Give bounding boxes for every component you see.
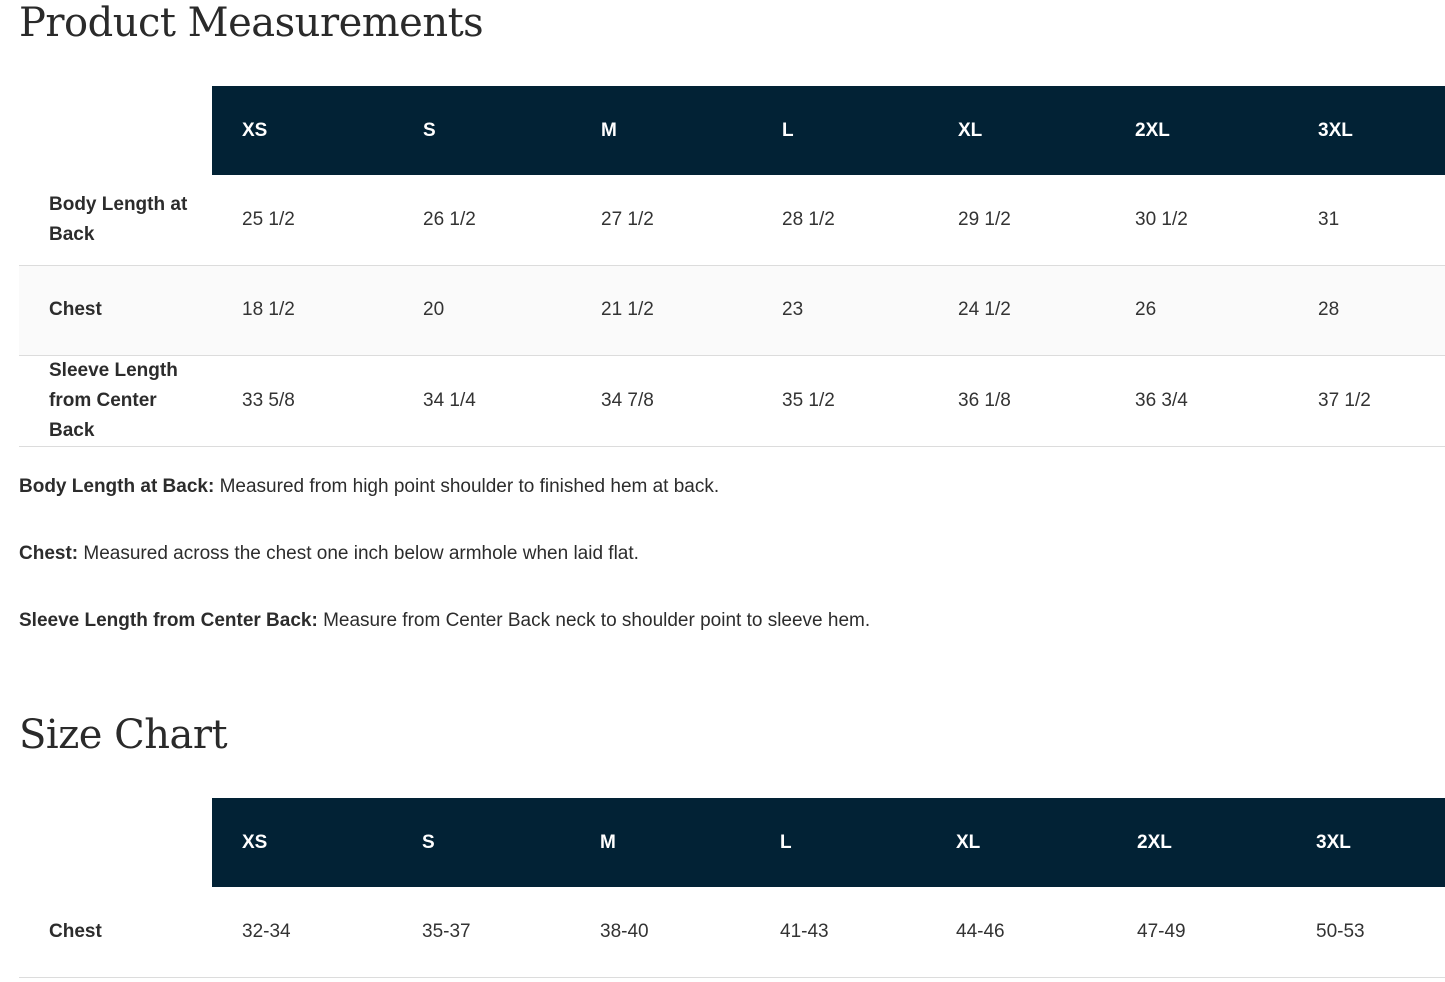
cell-body-length-s: 26 1/2: [423, 208, 476, 230]
note-term: Body Length at Back:: [19, 476, 215, 497]
cell-chest-xl: 24 1/2: [958, 299, 1011, 320]
table-row-chest: [19, 265, 1445, 355]
size-header-xl: XL: [928, 86, 1105, 175]
size-header-row: [19, 798, 1445, 887]
size-header-xs: XS: [212, 86, 393, 175]
cell-body-length-2xl: 30 1/2: [1135, 208, 1188, 230]
cell-body-length-3xl: 31: [1318, 208, 1340, 230]
size-chart-table: [19, 798, 1445, 978]
size-header-l: L: [750, 798, 926, 887]
cell-chest-2xl: 26: [1135, 299, 1157, 320]
row-label-body-length: Body Length at Back: [49, 193, 188, 245]
cell-body-length-m: 27 1/2: [601, 208, 654, 230]
note-text: Measured across the chest one inch below armhole when laid flat.: [78, 543, 639, 564]
cell-body-length-xs: 25 1/2: [242, 208, 295, 230]
size-header-3xl: 3XL: [1288, 86, 1445, 175]
row-label-chest: Chest: [49, 299, 102, 320]
size-header-l: L: [752, 86, 928, 175]
size-header-2xl: 2XL: [1107, 798, 1286, 887]
cell-sleeve-length-xl: 36 1/8: [958, 389, 1011, 411]
cell-chest-2xl: 47-49: [1137, 920, 1186, 942]
size-header-m: M: [570, 798, 750, 887]
size-header-xs: XS: [212, 798, 392, 887]
cell-sleeve-length-l: 35 1/2: [782, 389, 835, 411]
row-label-sleeve-length: Sleeve Length from Center Back: [49, 359, 178, 441]
cell-sleeve-length-m: 34 7/8: [601, 389, 654, 411]
size-header-s: S: [392, 798, 570, 887]
table-row-sleeve-length: [19, 355, 1445, 446]
cell-chest-3xl: 28: [1318, 299, 1340, 320]
note-sleeve-length: [19, 607, 1419, 634]
header-corner: [19, 86, 212, 175]
size-header-s: S: [393, 86, 571, 175]
note-text: Measure from Center Back neck to shoulder point to sleeve hem.: [317, 610, 871, 631]
size-header-m: M: [571, 86, 752, 175]
cell-chest-xl: 44-46: [956, 920, 1005, 942]
cell-body-length-xl: 29 1/2: [958, 208, 1011, 230]
size-header-2xl: 2XL: [1105, 86, 1288, 175]
note-text: Measured from high point shoulder to finished hem at back.: [214, 476, 720, 497]
product-measurements-table: [19, 86, 1445, 447]
cell-chest-3xl: 50-53: [1316, 920, 1365, 942]
cell-chest-l: 23: [782, 299, 804, 320]
cell-chest-xs: 32-34: [242, 920, 291, 942]
cell-chest-m: 21 1/2: [601, 299, 654, 320]
size-header-xl: XL: [926, 798, 1107, 887]
table-row-body-length: [19, 175, 1445, 265]
size-chart-title: Size Chart: [19, 712, 228, 758]
product-measurements-title: Product Measurements: [19, 0, 484, 46]
cell-chest-m: 38-40: [600, 920, 649, 942]
cell-chest-l: 41-43: [780, 920, 829, 942]
measurement-notes: [19, 473, 1419, 674]
cell-sleeve-length-3xl: 37 1/2: [1318, 389, 1371, 411]
note-chest: [19, 540, 1419, 567]
header-corner: [19, 798, 212, 887]
note-body-length: [19, 473, 1419, 500]
size-header-3xl: 3XL: [1286, 798, 1445, 887]
cell-sleeve-length-xs: 33 5/8: [242, 389, 295, 411]
size-header-row: [19, 86, 1445, 175]
note-term: Chest:: [19, 543, 79, 564]
cell-sleeve-length-s: 34 1/4: [423, 389, 476, 411]
cell-chest-s: 20: [423, 299, 445, 320]
note-term: Sleeve Length from Center Back:: [19, 610, 318, 631]
cell-sleeve-length-2xl: 36 3/4: [1135, 389, 1188, 411]
cell-chest-s: 35-37: [422, 920, 471, 942]
row-label-chest: Chest: [49, 920, 102, 942]
cell-chest-xs: 18 1/2: [242, 299, 295, 320]
table-row-chest-size: [19, 887, 1445, 977]
cell-body-length-l: 28 1/2: [782, 208, 835, 230]
